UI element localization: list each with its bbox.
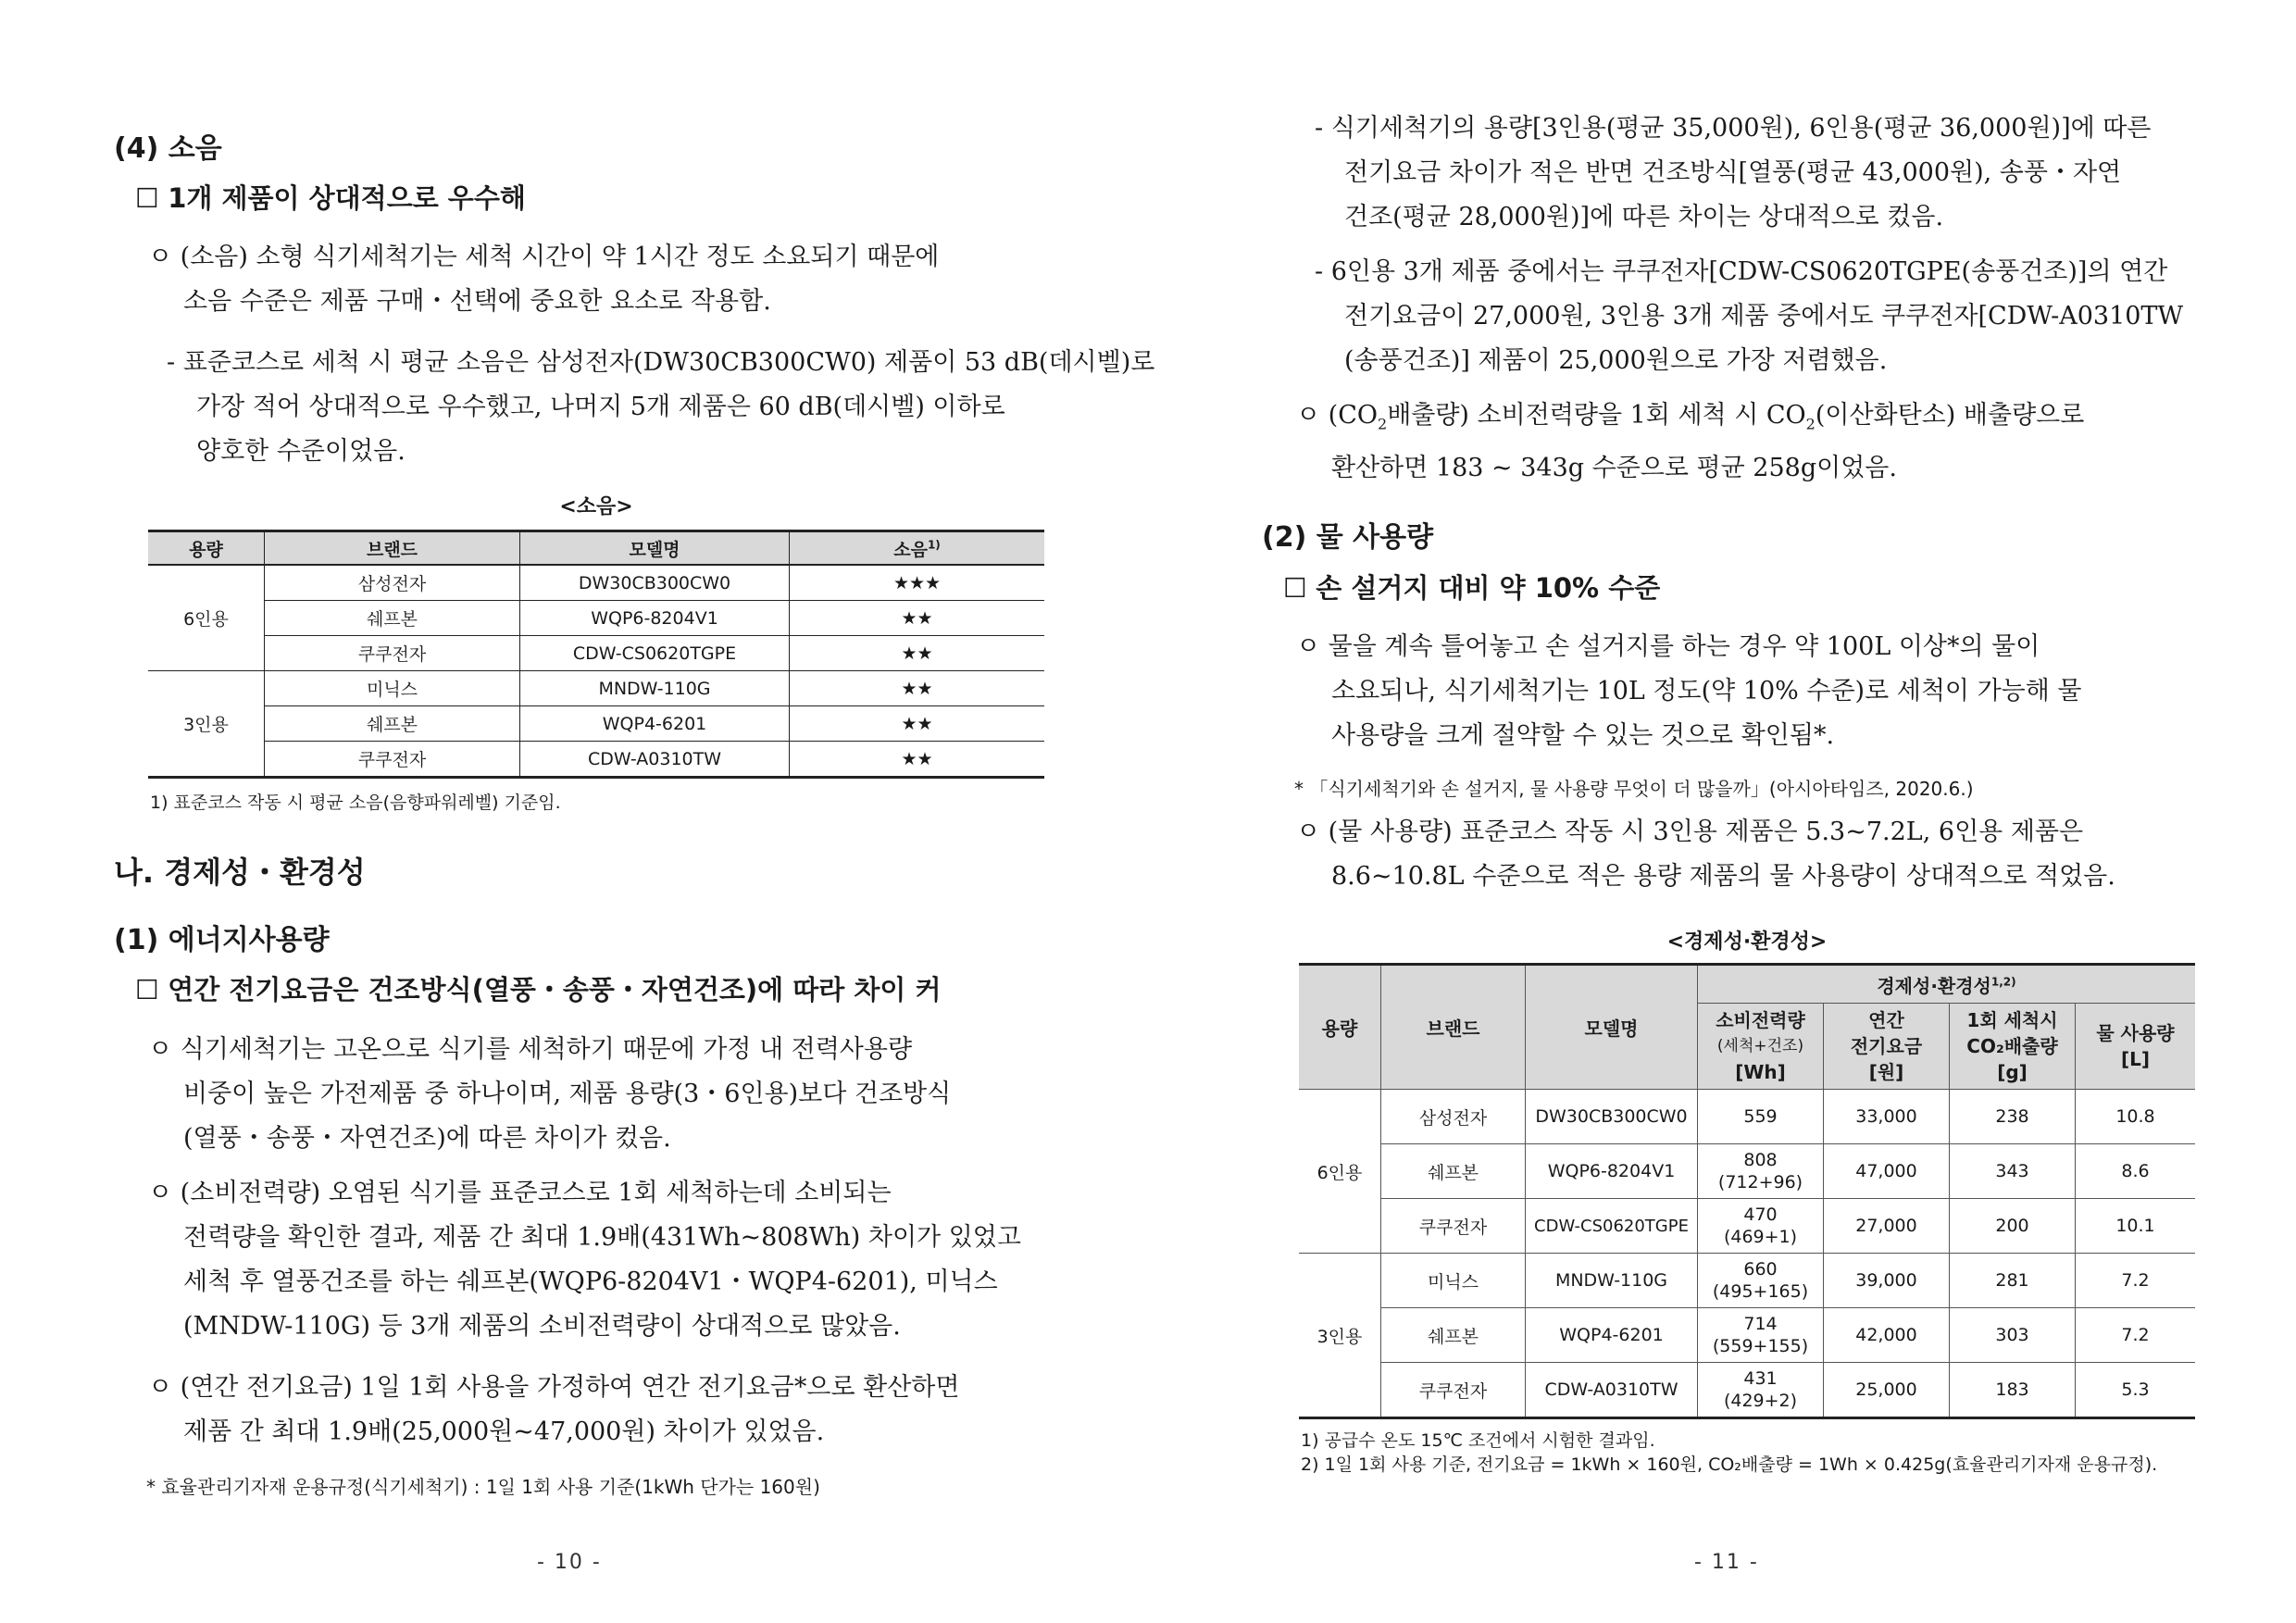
co2-cell: 343	[1950, 1144, 2076, 1199]
power-cell	[1698, 1308, 1824, 1363]
water-cell: 10.1	[2076, 1199, 2196, 1254]
power-detail: (429+2)	[1723, 1391, 1798, 1411]
brand-cell: 쿠쿠전자	[265, 742, 520, 778]
text-line: 소요되나, 식기세척기는 10L 정도(약 10% 수준)로 세척이 가능해 물	[1331, 677, 2082, 705]
power-detail: (469+1)	[1723, 1227, 1798, 1247]
table-row	[148, 742, 1044, 778]
co2-cell: 303	[1950, 1308, 2076, 1363]
text-line: 제품 간 최대 1.9배(25,000원~47,000원) 차이가 있었음.	[183, 1417, 825, 1446]
economy-table	[1299, 963, 2195, 1419]
brand-cell: 미닉스	[1381, 1254, 1526, 1308]
page-number: - 10 -	[537, 1551, 602, 1574]
capacity-cell: 3인용	[148, 671, 265, 778]
power-cell	[1698, 1363, 1824, 1418]
header-brand: 브랜드	[265, 531, 520, 566]
cost-cell: 39,000	[1824, 1254, 1950, 1308]
brand-cell: 쉐프본	[265, 706, 520, 742]
cost-cell: 33,000	[1824, 1090, 1950, 1144]
model-cell: DW30CB300CW0	[1526, 1090, 1698, 1144]
water-footnote: * 「식기세척기와 손 설거지, 물 사용량 무엇이 더 많을까」(아시아타임즈, 2020.6.)	[1294, 778, 1974, 800]
text-span: ㅇ (CO	[1296, 401, 1378, 430]
text-line: ㅇ (물 사용량) 표준코스 작동 시 3인용 제품은 5.3~7.2L, 6인용 제품은	[1296, 818, 2084, 846]
model-cell: MNDW-110G	[520, 671, 790, 706]
text-span: 배출량) 소비전력량을 1회 세척 시 CO	[1387, 401, 1806, 430]
power-detail: (559+155)	[1712, 1336, 1809, 1356]
brand-cell: 삼성전자	[1381, 1090, 1526, 1144]
noise-table	[148, 530, 1044, 779]
brand-cell: 쿠쿠전자	[265, 636, 520, 671]
header-cost	[1824, 1004, 1950, 1090]
brand-cell: 쿠쿠전자	[1381, 1363, 1526, 1418]
table-row	[1299, 1254, 2195, 1308]
header-line: 소비전력량	[1716, 1009, 1805, 1031]
power-cell	[1698, 1199, 1824, 1254]
page-11	[1148, 0, 2296, 1623]
economy-table-footnote-2: 2) 1일 1회 사용 기준, 전기요금 = 1kWh × 160원, CO₂배출량 = 1Wh × 0.425g(효율관리기자재 운용규정).	[1301, 1454, 2158, 1475]
text-line: 가장 적어 상대적으로 우수했고, 나머지 5개 제품은 60 dB(데시벨) 이하로	[196, 393, 1005, 421]
power-value: 808	[1743, 1150, 1778, 1170]
table-row	[148, 601, 1044, 636]
power-value: 470	[1743, 1205, 1778, 1225]
header-line: CO₂배출량	[1966, 1035, 2058, 1057]
rating-cell: ★★	[790, 636, 1045, 671]
text-line: (MNDW-110G) 등 3개 제품의 소비전력량이 상대적으로 많았음.	[183, 1312, 901, 1341]
subscript: 2	[1805, 415, 1816, 433]
power-detail: (712+96)	[1717, 1172, 1803, 1192]
section-heading-noise: (4) 소음	[114, 132, 222, 165]
header-capacity: 용량	[1299, 965, 1381, 1090]
footnote-ref: 1,2)	[1990, 974, 2016, 988]
header-brand: 브랜드	[1381, 965, 1526, 1090]
brand-cell: 쉐프본	[1381, 1144, 1526, 1199]
model-cell: WQP6-8204V1	[520, 601, 790, 636]
header-line: (세척+건조)	[1716, 1037, 1804, 1055]
table-header-row	[148, 531, 1044, 566]
text-span: (이산화탄소) 배출량으로	[1815, 401, 2085, 430]
economy-table-footnote-1: 1) 공급수 온도 15℃ 조건에서 시험한 결과임.	[1301, 1430, 1655, 1451]
text-line: 8.6~10.8L 수준으로 적은 용량 제품의 물 사용량이 상대적으로 적었음.	[1331, 862, 2115, 891]
capacity-cell: 3인용	[1299, 1254, 1381, 1418]
brand-cell: 쉐프본	[265, 601, 520, 636]
brand-cell: 쿠쿠전자	[1381, 1199, 1526, 1254]
cost-cell: 27,000	[1824, 1199, 1950, 1254]
rating-cell: ★★	[790, 706, 1045, 742]
brand-cell: 쉐프본	[1381, 1308, 1526, 1363]
header-model: 모델명	[520, 531, 790, 566]
noise-table-footnote: 1) 표준코스 작동 시 평균 소음(음향파워레벨) 기준임.	[150, 793, 561, 813]
noise-paragraph-1	[148, 235, 1042, 324]
model-cell: CDW-A0310TW	[1526, 1363, 1698, 1418]
rating-cell: ★★	[790, 742, 1045, 778]
text-line: 건조(평균 28,000원)]에 따른 차이는 상대적으로 컸음.	[1344, 203, 1944, 231]
text-line: 전력량을 확인한 결과, 제품 간 최대 1.9배(431Wh~808Wh) 차이가 있었고	[183, 1223, 1021, 1252]
model-cell: WQP6-8204V1	[1526, 1144, 1698, 1199]
header-group-text: 경제성·환경성	[1877, 974, 1991, 997]
co2-cell: 238	[1950, 1090, 2076, 1144]
header-line: [원]	[1868, 1061, 1904, 1083]
header-line: [g]	[1997, 1061, 2028, 1083]
text-line: 전기요금이 27,000원, 3인용 3개 제품 중에서도 쿠쿠전자[CDW-A0310TW	[1344, 302, 2184, 331]
model-cell: CDW-CS0620TGPE	[1526, 1199, 1698, 1254]
header-line: 물 사용량	[2096, 1022, 2175, 1044]
text-line: 환산하면 183 ~ 343g 수준으로 평균 258g이었음.	[1331, 454, 1897, 483]
text-line: 세척 후 열풍건조를 하는 쉐프본(WQP6-8204V1・WQP4-6201), 미닉스	[183, 1267, 998, 1296]
model-cell: WQP4-6201	[520, 706, 790, 742]
water-paragraph-1	[1296, 625, 2296, 758]
text-line	[1296, 393, 2296, 446]
page-number: - 11 -	[1694, 1551, 1759, 1574]
cost-paragraph-2	[1315, 250, 2296, 383]
section-heading-economy: 나. 경제성・환경성	[114, 855, 366, 890]
square-bullet-icon: ☐	[135, 974, 168, 1005]
table-header-row	[1299, 965, 2195, 1004]
power-cell: 559	[1698, 1090, 1824, 1144]
capacity-cell: 6인용	[148, 565, 265, 671]
header-line: [L]	[2120, 1048, 2151, 1070]
brand-cell: 미닉스	[265, 671, 520, 706]
text-line: - 식기세척기의 용량[3인용(평균 35,000원), 6인용(평균 36,000원)]에 따른	[1315, 114, 2152, 143]
table-row	[148, 636, 1044, 671]
power-detail: (495+165)	[1712, 1281, 1809, 1302]
water-cell: 5.3	[2076, 1363, 2196, 1418]
water-cell: 8.6	[2076, 1144, 2196, 1199]
water-cell: 7.2	[2076, 1254, 2196, 1308]
header-line: 1회 세척시	[1966, 1009, 2058, 1031]
co2-paragraph	[1296, 393, 2296, 491]
header-line: 연간	[1868, 1009, 1904, 1031]
table-row	[1299, 1308, 2195, 1363]
square-bullet-icon: ☐	[1283, 572, 1316, 604]
box-heading-water-text: 손 설거지 대비 약 10% 수준	[1316, 572, 1661, 604]
table-row	[1299, 1363, 2195, 1418]
box-heading-noise	[135, 178, 526, 216]
header-co2	[1950, 1004, 2076, 1090]
co2-cell: 183	[1950, 1363, 2076, 1418]
text-line: (열풍・송풍・자연건조)에 따른 차이가 컸음.	[183, 1124, 671, 1153]
header-model: 모델명	[1526, 965, 1698, 1090]
header-noise-text: 소음	[893, 539, 928, 560]
box-heading-energy	[135, 969, 942, 1007]
capacity-cell: 6인용	[1299, 1090, 1381, 1254]
footnote-ref: 1)	[927, 538, 941, 552]
text-line: 전기요금 차이가 적은 반면 건조방식[열풍(평균 43,000원), 송풍・자연	[1344, 158, 2122, 187]
table-row	[148, 671, 1044, 706]
model-cell: CDW-CS0620TGPE	[520, 636, 790, 671]
cost-paragraph-1	[1315, 106, 2296, 240]
table-row	[148, 706, 1044, 742]
header-water	[2076, 1004, 2196, 1090]
text-line: ㅇ 식기세척기는 고온으로 식기를 세척하기 때문에 가정 내 전력사용량	[148, 1035, 913, 1064]
box-heading-water	[1283, 568, 1660, 606]
table-row	[1299, 1199, 2195, 1254]
energy-paragraph-1	[148, 1028, 1042, 1161]
model-cell: WQP4-6201	[1526, 1308, 1698, 1363]
section-heading-energy: (1) 에너지사용량	[114, 924, 330, 956]
cost-cell: 47,000	[1824, 1144, 1950, 1199]
water-cell: 7.2	[2076, 1308, 2196, 1363]
text-line: 소음 수준은 제품 구매・선택에 중요한 요소로 작용함.	[183, 287, 771, 316]
rating-cell: ★★	[790, 671, 1045, 706]
co2-cell: 200	[1950, 1199, 2076, 1254]
model-cell: CDW-A0310TW	[520, 742, 790, 778]
text-line: ㅇ (연간 전기요금) 1일 1회 사용을 가정하여 연간 전기요금*으로 환산하면	[148, 1373, 960, 1402]
box-heading-noise-text: 1개 제품이 상대적으로 우수해	[168, 182, 526, 214]
noise-table-caption: <소음>	[559, 495, 633, 518]
energy-paragraph-2	[148, 1171, 1042, 1349]
text-line: 양호한 수준이었음.	[196, 437, 406, 466]
header-line: 전기요금	[1850, 1035, 1923, 1057]
power-cell	[1698, 1144, 1824, 1199]
brand-cell: 삼성전자	[265, 565, 520, 601]
text-line: ㅇ (소음) 소형 식기세척기는 세척 시간이 약 1시간 정도 소요되기 때문에	[148, 243, 940, 271]
rating-cell: ★★	[790, 601, 1045, 636]
header-line: [Wh]	[1735, 1061, 1786, 1083]
model-cell: MNDW-110G	[1526, 1254, 1698, 1308]
header-power	[1698, 1004, 1824, 1090]
box-heading-energy-text: 연간 전기요금은 건조방식(열풍・송풍・자연건조)에 따라 차이 커	[168, 974, 942, 1005]
table-row	[148, 565, 1044, 601]
text-line: ㅇ 물을 계속 틀어놓고 손 설거지를 하는 경우 약 100L 이상*의 물이	[1296, 632, 2040, 661]
energy-footnote: * 효율관리기자재 운용규정(식기세척기) : 1일 1회 사용 기준(1kWh 단가는 160원)	[146, 1476, 820, 1498]
power-cell	[1698, 1254, 1824, 1308]
rating-cell: ★★★	[790, 565, 1045, 601]
power-value: 714	[1743, 1314, 1778, 1334]
header-noise	[790, 531, 1045, 566]
header-group	[1698, 965, 2196, 1004]
energy-paragraph-3	[148, 1366, 1042, 1454]
text-line: - 6인용 3개 제품 중에서는 쿠쿠전자[CDW-CS0620TGPE(송풍건조)]의 연간	[1315, 257, 2168, 286]
cost-cell: 42,000	[1824, 1308, 1950, 1363]
text-line: (송풍건조)] 제품이 25,000원으로 가장 저렴했음.	[1344, 346, 1888, 375]
square-bullet-icon: ☐	[135, 182, 168, 214]
text-line: 사용량을 크게 절약할 수 있는 것으로 확인됨*.	[1331, 721, 1835, 750]
power-value: 660	[1743, 1259, 1778, 1280]
subscript: 2	[1378, 415, 1388, 433]
text-line: - 표준코스로 세척 시 평균 소음은 삼성전자(DW30CB300CW0) 제품이 53 dB(데시벨)로	[167, 348, 1155, 377]
table-row	[1299, 1090, 2195, 1144]
section-heading-water: (2) 물 사용량	[1262, 521, 1434, 554]
model-cell: DW30CB300CW0	[520, 565, 790, 601]
water-paragraph-2	[1296, 810, 2296, 899]
water-cell: 10.8	[2076, 1090, 2196, 1144]
text-line: 비중이 높은 가전제품 중 하나이며, 제품 용량(3・6인용)보다 건조방식	[183, 1080, 952, 1108]
table-row	[1299, 1144, 2195, 1199]
power-value: 431	[1743, 1368, 1778, 1389]
co2-cell: 281	[1950, 1254, 2076, 1308]
cost-cell: 25,000	[1824, 1363, 1950, 1418]
text-line: ㅇ (소비전력량) 오염된 식기를 표준코스로 1회 세척하는데 소비되는	[148, 1179, 892, 1207]
noise-paragraph-2	[167, 341, 1155, 474]
header-capacity: 용량	[148, 531, 265, 566]
economy-table-caption: <경제성·환경성>	[1666, 930, 1828, 954]
